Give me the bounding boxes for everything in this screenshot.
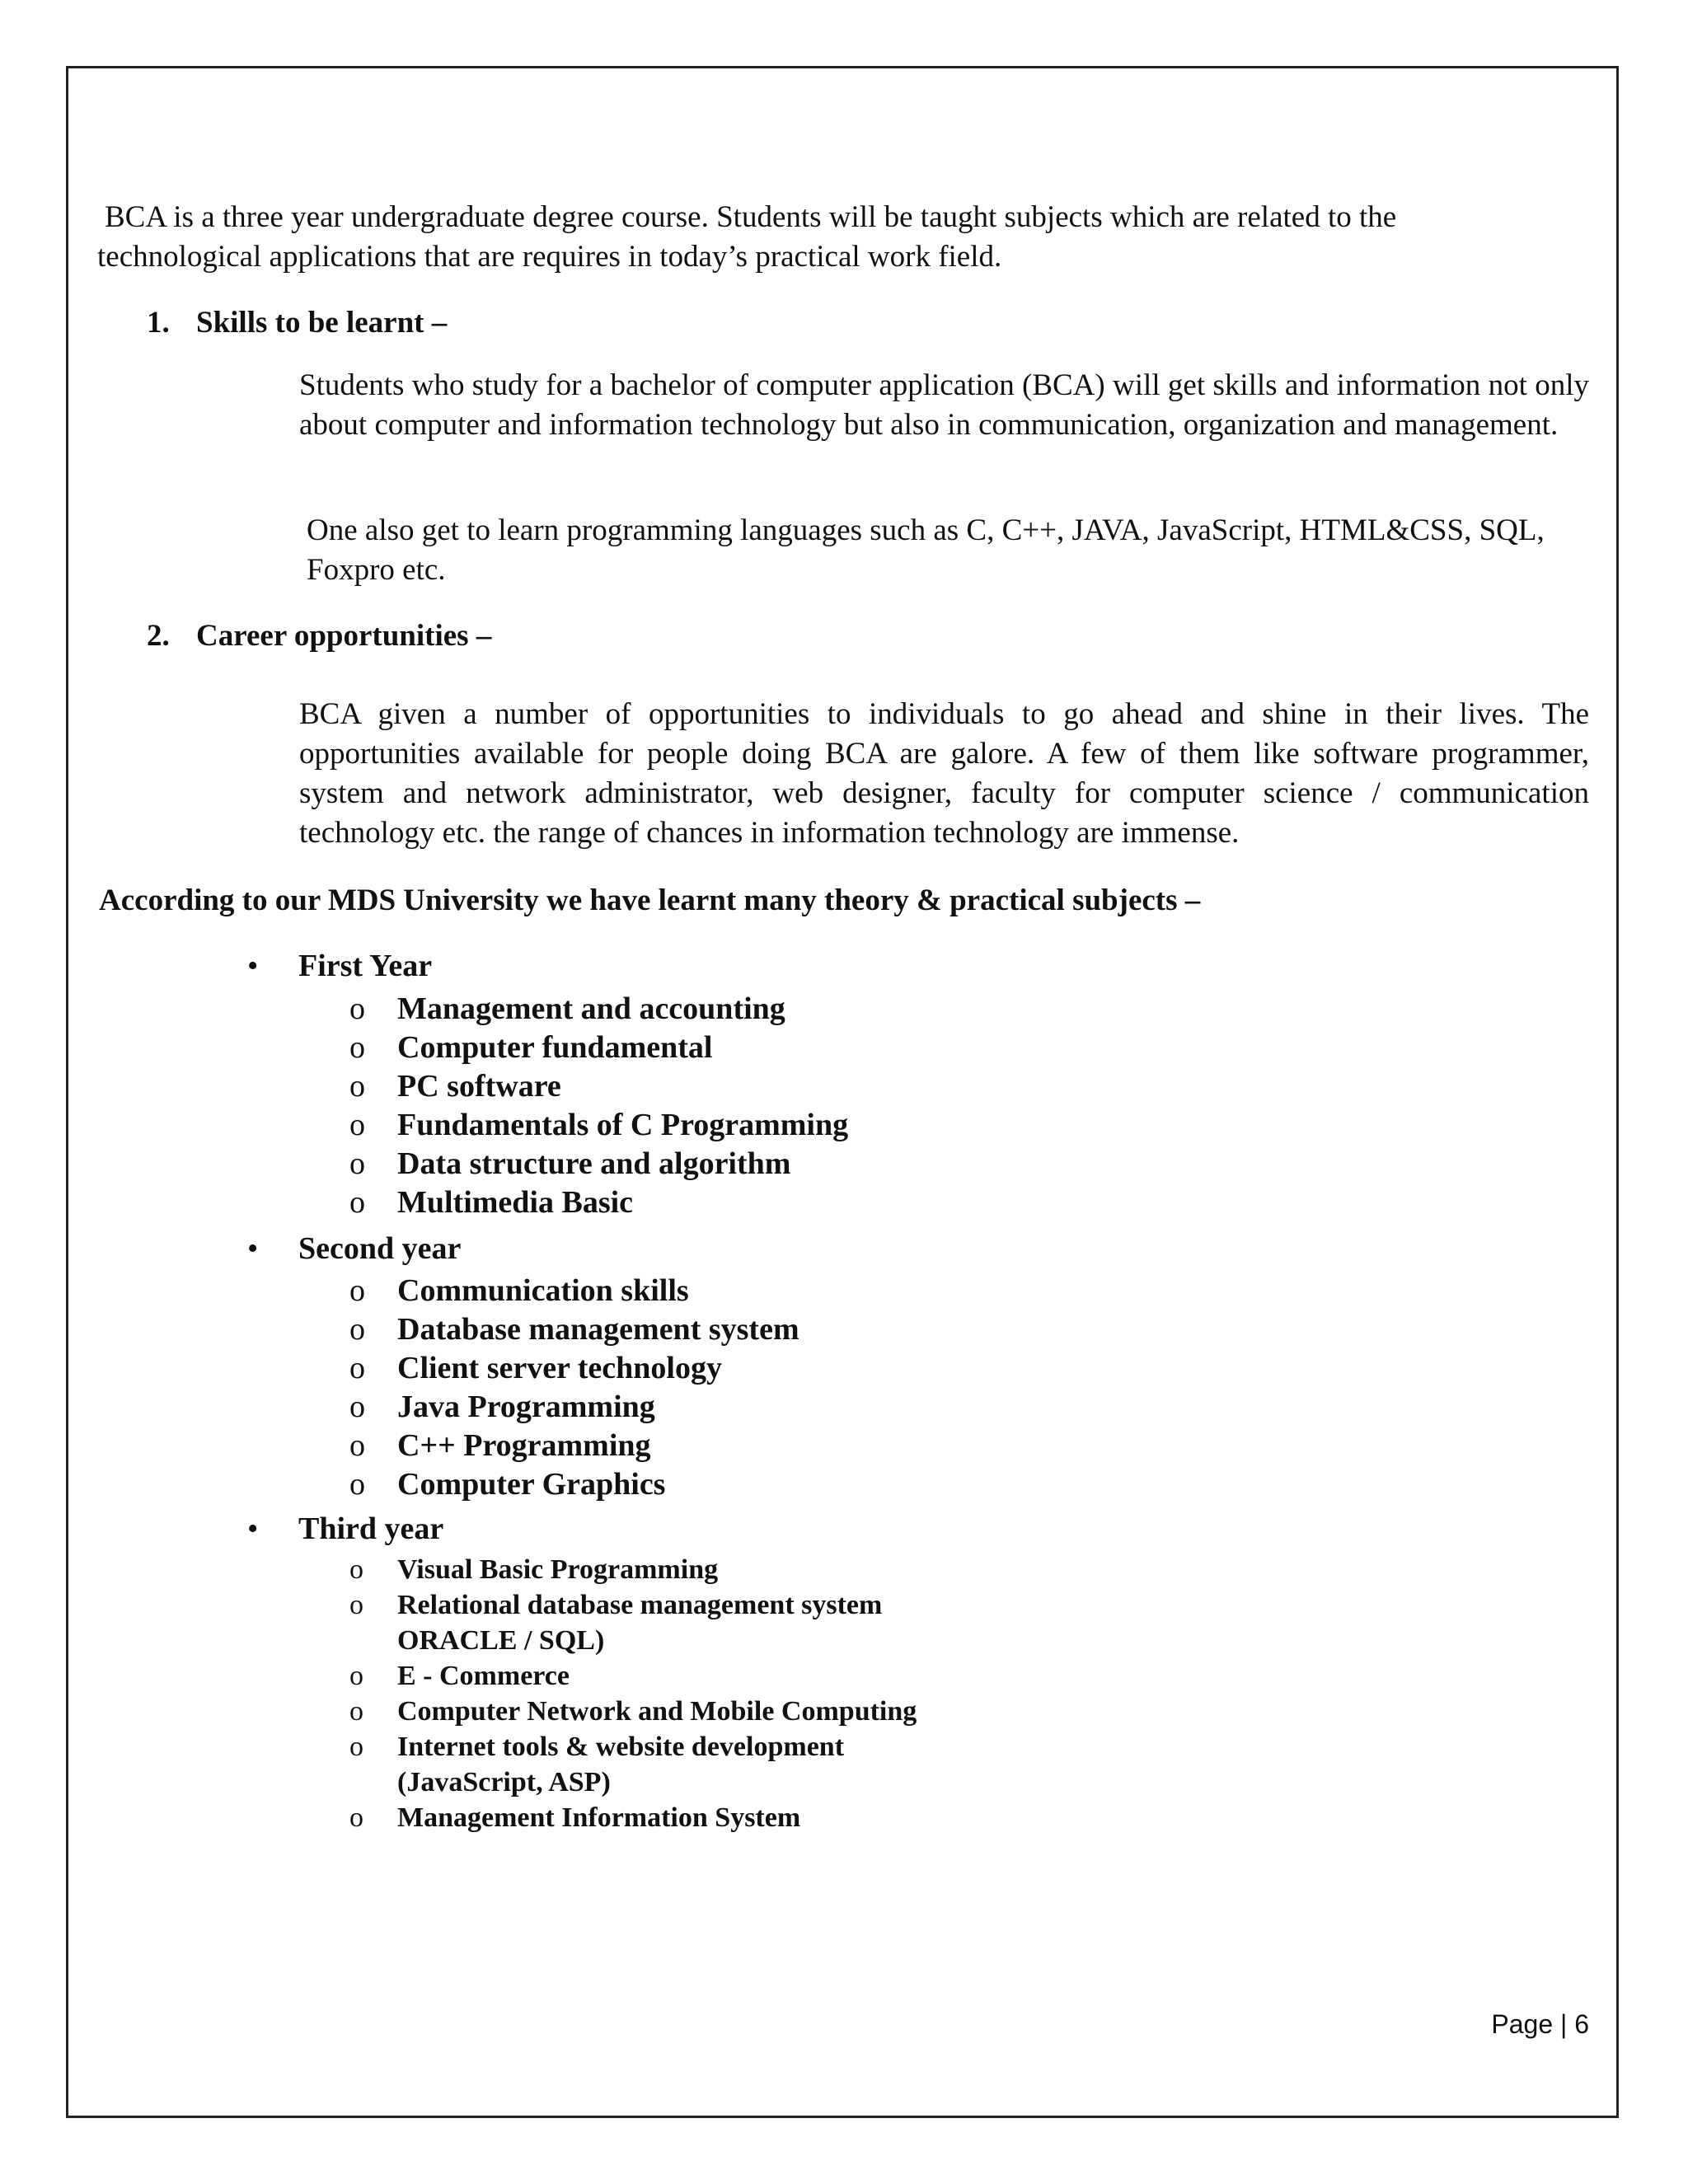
intro-paragraph	[97, 198, 1581, 277]
circle-bullet-icon: o	[349, 1108, 365, 1142]
list-item	[345, 1145, 848, 1183]
circle-bullet-icon: o	[349, 1661, 363, 1691]
circle-bullet-icon: o	[349, 1146, 365, 1181]
list-item	[345, 1587, 917, 1623]
section-heading-career	[147, 616, 491, 656]
year-label-second	[247, 1228, 461, 1269]
list-item	[345, 1658, 917, 1694]
year-label-first	[247, 945, 432, 987]
list-item	[345, 1427, 799, 1465]
circle-bullet-icon: o	[349, 1467, 365, 1502]
subject-name: Client server technology	[397, 1351, 722, 1385]
subject-name: Internet tools & website development	[397, 1732, 845, 1762]
subject-name: PC software	[397, 1069, 561, 1104]
first-year-subject-list	[345, 990, 848, 1222]
circle-bullet-icon: o	[349, 1590, 363, 1620]
circle-bullet-icon: o	[349, 1696, 363, 1727]
list-item	[345, 1106, 848, 1145]
section-title: Career opportunities –	[196, 619, 492, 653]
subject-name: Visual Basic Programming	[397, 1554, 719, 1585]
section-heading-skills	[147, 303, 447, 343]
subject-name: Management and accounting	[397, 991, 785, 1026]
list-item	[345, 1029, 848, 1067]
bullet-icon: •	[247, 1231, 259, 1266]
list-item	[345, 1349, 799, 1388]
circle-bullet-icon: o	[349, 1273, 365, 1308]
skills-paragraph-1: Students who study for a bachelor of computer application (BCA) will get skills and information not only about computer and information technology but also in communication, organization and management.	[299, 368, 1589, 442]
section-number: 2.	[147, 619, 170, 653]
subject-name: Fundamentals of C Programming	[397, 1108, 849, 1142]
intro-line-2: technological applications that are requires in today’s practical work field.	[97, 240, 1002, 274]
circle-bullet-icon: o	[349, 1802, 363, 1833]
list-item-continuation	[345, 1623, 917, 1658]
circle-bullet-icon: o	[349, 1185, 365, 1220]
subject-name: (JavaScript, ASP)	[397, 1767, 611, 1797]
list-item	[345, 1800, 917, 1835]
circle-bullet-icon: o	[349, 1428, 365, 1463]
section-title: Skills to be learnt –	[196, 306, 448, 340]
subject-name: Java Programming	[397, 1390, 655, 1424]
subject-name: Computer Network and Mobile Computing	[397, 1696, 917, 1727]
circle-bullet-icon: o	[349, 1030, 365, 1065]
section-number: 1.	[147, 306, 170, 340]
subject-name: Database management system	[397, 1312, 799, 1347]
bullet-icon: •	[247, 1511, 259, 1546]
list-item	[345, 1465, 799, 1504]
list-item	[345, 1388, 799, 1427]
subject-name: Management Information System	[397, 1802, 801, 1833]
subject-name: Computer fundamental	[397, 1030, 713, 1065]
circle-bullet-icon: o	[349, 991, 365, 1026]
subject-name: Communication skills	[397, 1273, 689, 1308]
list-item-continuation	[345, 1765, 917, 1800]
intro-line-1: BCA is a three year undergraduate degree course. Students will be taught subjects which are related to the	[105, 200, 1397, 234]
list-item	[345, 1272, 799, 1310]
year-label-third	[247, 1508, 443, 1549]
skills-paragraph-2: One also get to learn programming languages such as C, C++, JAVA, JavaScript, HTML&CSS, SQL, Foxpro etc.	[307, 513, 1545, 587]
subject-name: Computer Graphics	[397, 1467, 666, 1502]
list-item	[345, 1310, 799, 1349]
subject-name: Multimedia Basic	[397, 1185, 634, 1220]
subject-name: C++ Programming	[397, 1428, 651, 1463]
subject-name: Relational database management system	[397, 1590, 883, 1620]
page-number: Page | 6	[1491, 2009, 1589, 2039]
circle-bullet-icon: o	[349, 1390, 365, 1424]
list-item	[345, 1694, 917, 1729]
year-label-text: Third year	[298, 1511, 444, 1546]
subjects-heading: According to our MDS University we have learnt many theory & practical subjects –	[99, 883, 1201, 917]
list-item	[345, 1067, 848, 1106]
list-item	[345, 1552, 917, 1587]
list-item	[345, 990, 848, 1029]
circle-bullet-icon: o	[349, 1069, 365, 1104]
bullet-icon: •	[247, 949, 259, 983]
year-label-text: Second year	[298, 1231, 462, 1266]
year-label-text: First Year	[298, 949, 433, 983]
second-year-subject-list	[345, 1272, 799, 1504]
list-item	[345, 1183, 848, 1222]
subject-name: E - Commerce	[397, 1661, 570, 1691]
career-paragraph: BCA given a number of opportunities to individuals to go ahead and shine in their lives. The opportunities available for people doing BCA are galore. A few of them like software programmer, system and network administrator, web designer, faculty for computer science / communication technology etc. the range of chances in information technology are immense.	[299, 697, 1589, 850]
circle-bullet-icon: o	[349, 1312, 365, 1347]
circle-bullet-icon: o	[349, 1732, 363, 1762]
circle-bullet-icon: o	[349, 1554, 363, 1585]
circle-bullet-icon: o	[349, 1351, 365, 1385]
subject-name: Data structure and algorithm	[397, 1146, 791, 1181]
third-year-subject-list	[345, 1552, 917, 1835]
list-item	[345, 1729, 917, 1765]
subject-name: ORACLE / SQL)	[397, 1625, 605, 1656]
